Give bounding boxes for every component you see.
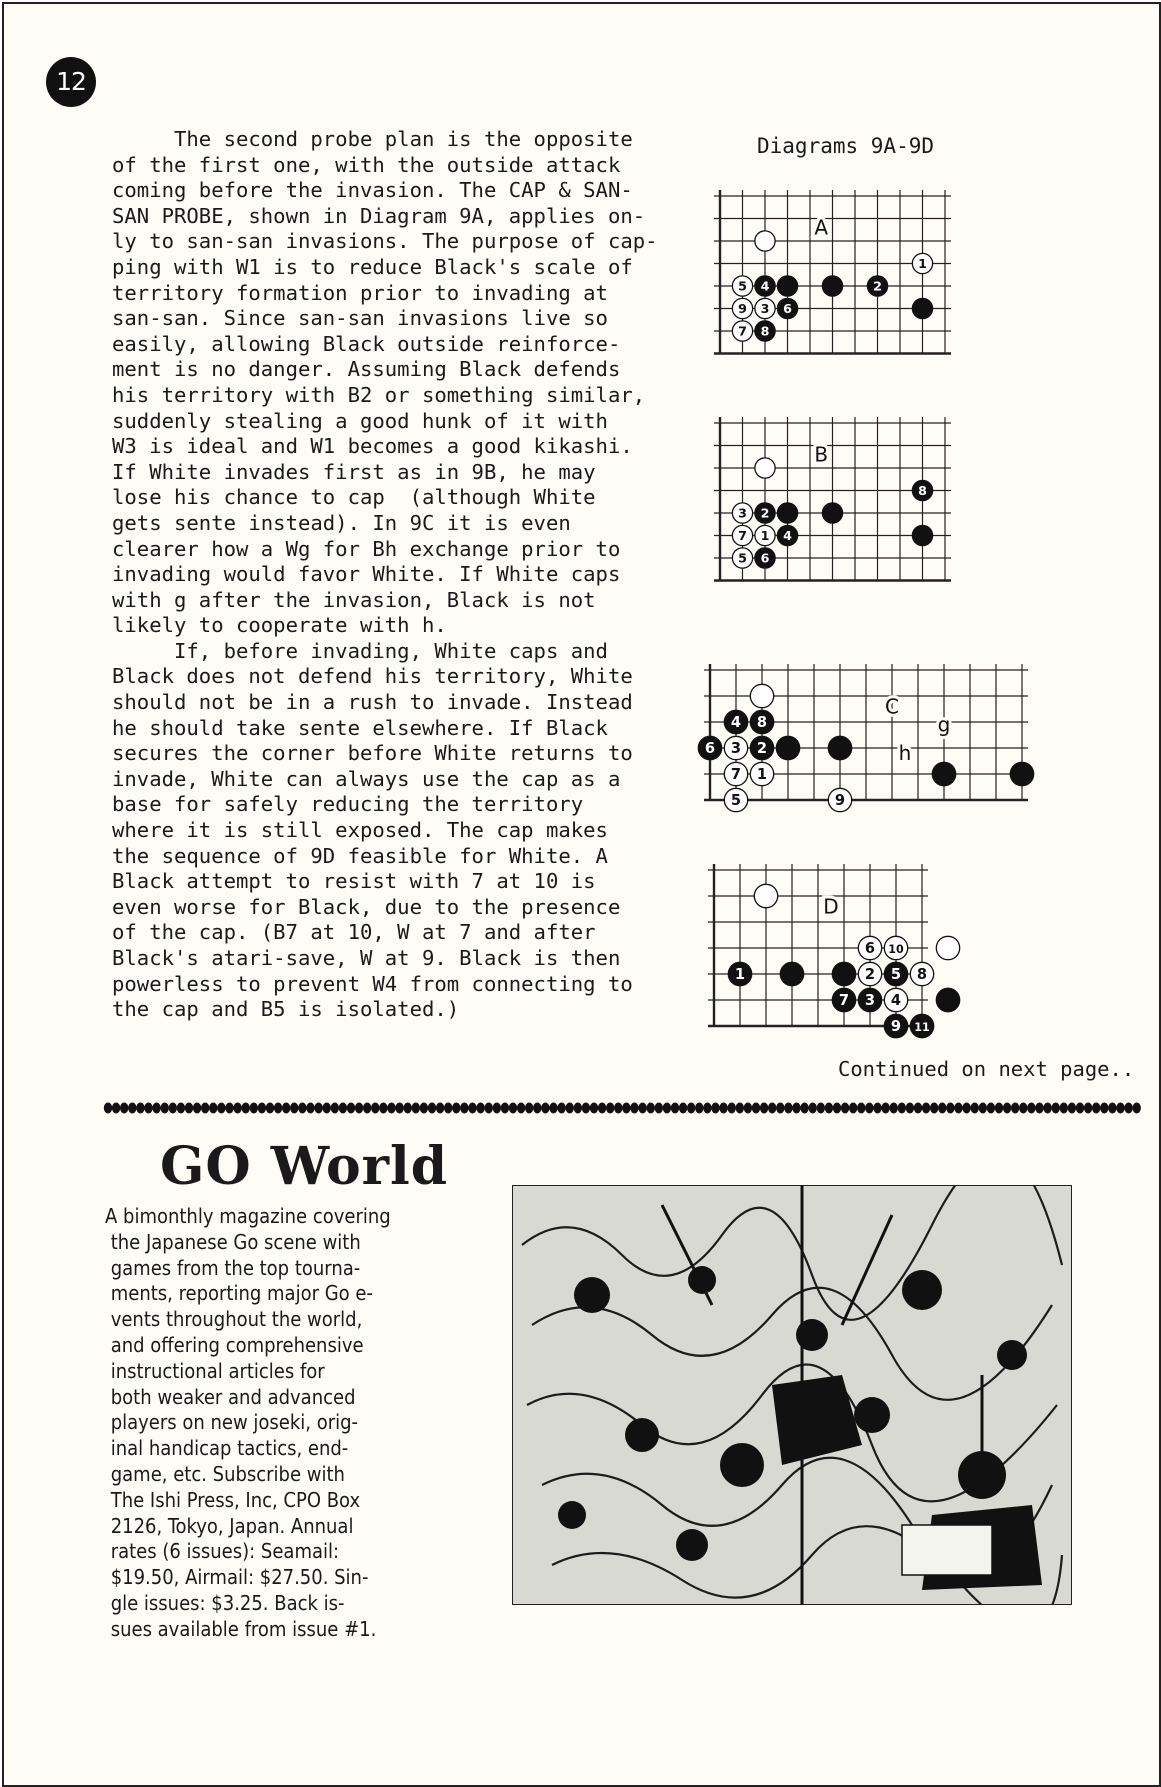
divider-dot	[201, 1103, 209, 1114]
black-stone	[822, 503, 842, 523]
ad-line: A bimonthly magazine covering	[105, 1204, 391, 1228]
divider-dot	[776, 1103, 784, 1114]
divider-dot	[1060, 1103, 1068, 1114]
move-number: 7	[838, 991, 850, 1009]
ad-line: game, etc. Subscribe with	[105, 1461, 345, 1486]
article-line: san-san. Since san-san invasions live so	[112, 306, 608, 331]
article-line: Black does not defend his territory, White	[112, 664, 633, 689]
divider-dot	[768, 1103, 776, 1114]
divider-dot	[954, 1103, 962, 1114]
move-number: 6	[704, 739, 716, 757]
move-number: 1	[756, 765, 768, 783]
move-number: 3	[864, 991, 876, 1009]
divider-dot	[695, 1103, 703, 1114]
article-line: If White invades first as in 9B, he may	[112, 459, 596, 484]
divider-dot	[881, 1103, 889, 1114]
black-stone	[777, 276, 797, 296]
move-number: 2	[873, 278, 882, 294]
divider-dot	[1019, 1103, 1027, 1114]
article-line: likely to cooperate with h.	[112, 613, 447, 638]
ad-line: the Japanese Go scene with	[105, 1229, 361, 1254]
article-line: territory formation prior to invading at	[112, 280, 608, 305]
move-number: 7	[730, 765, 742, 783]
black-stone	[936, 988, 959, 1011]
move-number: 3	[760, 300, 770, 316]
divider-dot	[752, 1103, 760, 1114]
divider-dot	[225, 1103, 233, 1114]
board-letter: g	[937, 712, 951, 737]
divider-dot	[136, 1103, 144, 1114]
ad-line: vents throughout the world,	[105, 1307, 363, 1332]
divider-dot	[962, 1103, 970, 1114]
divider-dot	[485, 1103, 493, 1114]
move-number: 8	[916, 965, 928, 983]
move-number: 10	[888, 942, 904, 956]
move-number: 7	[738, 527, 747, 543]
divider-dot	[250, 1103, 258, 1114]
black-stone	[777, 503, 797, 523]
black-stone	[832, 962, 855, 985]
move-number: 5	[890, 965, 902, 983]
move-number: 4	[890, 991, 902, 1009]
move-number: 8	[760, 323, 770, 339]
divider-dot	[857, 1103, 865, 1114]
article-line: ly to san-san invasions. The purpose of cap-	[112, 229, 658, 254]
article-line: ping with W1 is to reduce Black's scale of	[112, 254, 633, 279]
move-number: 9	[890, 1017, 902, 1035]
move-number: 4	[730, 713, 742, 731]
divider-dot	[1133, 1103, 1141, 1114]
divider-dot	[525, 1103, 533, 1114]
article-line: easily, allowing Black outside reinforce-	[112, 331, 621, 356]
move-number: 1	[760, 527, 770, 543]
move-number: 7	[738, 323, 747, 339]
divider-dot	[906, 1103, 914, 1114]
divider-dot	[282, 1103, 290, 1114]
divider-dot	[185, 1103, 193, 1114]
divider-dot	[144, 1103, 152, 1114]
divider-dot	[817, 1103, 825, 1114]
article-line: ment is no danger. Assuming Black defends	[112, 357, 621, 382]
divider-dot	[1027, 1103, 1035, 1114]
black-stone	[912, 525, 932, 545]
divider-dot	[711, 1103, 719, 1114]
divider-dot	[209, 1103, 217, 1114]
divider-dot	[841, 1103, 849, 1114]
divider-dot	[914, 1103, 922, 1114]
article-line: The second probe plan is the opposite	[112, 127, 633, 151]
ad-line: rates (6 issues): Seamail:	[105, 1539, 340, 1564]
divider-dot	[1076, 1103, 1084, 1114]
article-line: invade, White can always use the cap as a	[112, 766, 621, 791]
divider-dot	[120, 1103, 128, 1114]
article-line: with g after the invasion, Black is not	[112, 587, 596, 612]
ad-line: and offering comprehensive	[105, 1332, 364, 1357]
divider-dot	[549, 1103, 557, 1114]
divider-dot	[112, 1103, 120, 1114]
divider-dot	[493, 1103, 501, 1114]
board-letter: A	[814, 215, 829, 240]
move-number: 6	[864, 939, 876, 957]
divider-dot	[339, 1103, 347, 1114]
diagram-9b	[712, 415, 1012, 605]
divider-dot	[412, 1103, 420, 1114]
article-line: gets sente instead). In 9C it is even	[112, 510, 571, 535]
divider-dot	[217, 1103, 225, 1114]
article-line: the cap and B5 is isolated.)	[112, 997, 460, 1022]
divider-dot	[258, 1103, 266, 1114]
divider-dot	[566, 1103, 574, 1114]
divider-dot	[1092, 1103, 1100, 1114]
dotted-divider	[102, 1101, 1142, 1115]
move-number: 11	[914, 1020, 930, 1034]
divider-dot	[233, 1103, 241, 1114]
divider-dot	[177, 1103, 185, 1114]
ad-line: games from the top tourna-	[105, 1255, 361, 1280]
divider-dot	[946, 1103, 954, 1114]
move-number: 2	[756, 739, 768, 757]
divider-dot	[622, 1103, 630, 1114]
divider-dot	[387, 1103, 395, 1114]
ad-line: players on new joseki, orig-	[105, 1410, 359, 1435]
divider-dot	[606, 1103, 614, 1114]
divider-dot	[428, 1103, 436, 1114]
divider-dot	[663, 1103, 671, 1114]
divider-dot	[128, 1103, 136, 1114]
divider-dot	[1052, 1103, 1060, 1114]
divider-dot	[193, 1103, 201, 1114]
divider-dot	[898, 1103, 906, 1114]
article-line: base for safely reducing the territory	[112, 792, 584, 817]
move-number: 1	[918, 255, 927, 271]
article-text	[112, 127, 692, 1023]
black-stone	[1010, 762, 1033, 785]
divider-dot	[1124, 1103, 1132, 1114]
white-stone	[754, 884, 777, 907]
divider-dot	[760, 1103, 768, 1114]
divider-dot	[444, 1103, 452, 1114]
divider-dot	[306, 1103, 314, 1114]
white-stone	[750, 684, 773, 707]
divider-dot	[355, 1103, 363, 1114]
article-line: should not be in a rush to invade. Instead	[112, 690, 633, 715]
divider-dot	[161, 1103, 169, 1114]
divider-dot	[849, 1103, 857, 1114]
divider-dot	[792, 1103, 800, 1114]
white-stone	[755, 458, 775, 478]
board-letter: D	[823, 894, 839, 919]
move-number: 4	[760, 278, 770, 294]
divider-dot	[104, 1103, 112, 1114]
divider-dot	[460, 1103, 468, 1114]
white-stone	[755, 231, 775, 251]
divider-dot	[979, 1103, 987, 1114]
divider-dot	[266, 1103, 274, 1114]
move-number: 4	[783, 527, 792, 543]
divider-dot	[501, 1103, 509, 1114]
divider-dot	[557, 1103, 565, 1114]
black-stone	[932, 762, 955, 785]
move-number: 5	[738, 278, 747, 294]
divider-dot	[1084, 1103, 1092, 1114]
diagram-9c	[692, 660, 1062, 830]
article-line: where it is still exposed. The cap makes	[112, 818, 608, 843]
black-stone	[776, 736, 799, 759]
divider-dot	[582, 1103, 590, 1114]
ad-line: instructional articles for	[105, 1358, 325, 1383]
divider-dot	[744, 1103, 752, 1114]
ad-line: 2126, Tokyo, Japan. Annual	[105, 1513, 354, 1538]
divider-dot	[590, 1103, 598, 1114]
divider-dot	[638, 1103, 646, 1114]
ad-line: inal handicap tactics, end-	[105, 1436, 349, 1461]
divider-dot	[436, 1103, 444, 1114]
ad-line: sues available from issue #1.	[105, 1616, 377, 1641]
divider-dot	[630, 1103, 638, 1114]
divider-dot	[679, 1103, 687, 1114]
move-number: 6	[783, 300, 792, 316]
divider-dot	[468, 1103, 476, 1114]
ad-line: both weaker and advanced	[105, 1384, 356, 1409]
divider-dot	[404, 1103, 412, 1114]
divider-dot	[971, 1103, 979, 1114]
move-number: 2	[760, 505, 770, 521]
divider-dot	[533, 1103, 541, 1114]
article-line: clearer how a Wg for Bh exchange prior to	[112, 536, 621, 561]
move-number: 3	[738, 505, 747, 521]
divider-dot	[1035, 1103, 1043, 1114]
divider-dot	[655, 1103, 663, 1114]
article-line: coming before the invasion. The CAP & SAN-	[112, 178, 633, 203]
divider-dot	[719, 1103, 727, 1114]
divider-dot	[242, 1103, 250, 1114]
divider-dot	[290, 1103, 298, 1114]
divider-dot	[890, 1103, 898, 1114]
divider-dot	[800, 1103, 808, 1114]
divider-dot	[395, 1103, 403, 1114]
article-line: suddenly stealing a good hunk of it with	[112, 408, 608, 433]
divider-dot	[152, 1103, 160, 1114]
ad-line: ments, reporting major Go e-	[105, 1281, 373, 1306]
move-number: 9	[834, 791, 846, 809]
move-number: 3	[730, 739, 742, 757]
article-line: SAN PROBE, shown in Diagram 9A, applies on-	[112, 203, 646, 228]
divider-dot	[420, 1103, 428, 1114]
divider-dot	[574, 1103, 582, 1114]
move-number: 1	[734, 965, 746, 983]
divider-dot	[541, 1103, 549, 1114]
article-line: his territory with B2 or something similar,	[112, 382, 646, 407]
article-line: secures the corner before White returns to	[112, 741, 633, 766]
article-line: Black attempt to resist with 7 at 10 is	[112, 869, 596, 894]
divider-dot	[833, 1103, 841, 1114]
ad-line: gle issues: $3.25. Back is-	[105, 1590, 345, 1615]
ad-title: GO World	[160, 1136, 449, 1197]
ad-text	[105, 1204, 485, 1643]
article-line: lose his chance to cap (although White	[112, 485, 596, 510]
divider-dot	[825, 1103, 833, 1114]
divider-dot	[728, 1103, 736, 1114]
move-number: 2	[864, 965, 876, 983]
divider-dot	[314, 1103, 322, 1114]
move-number: 5	[730, 791, 742, 809]
divider-dot	[371, 1103, 379, 1114]
article-line: powerless to prevent W4 from connecting to	[112, 971, 633, 996]
divider-dot	[873, 1103, 881, 1114]
article-line: the sequence of 9D feasible for White. A	[112, 843, 608, 868]
article-line: he should take sente elsewhere. If Black	[112, 715, 608, 740]
move-number: 5	[738, 550, 747, 566]
divider-dot	[298, 1103, 306, 1114]
divider-dot	[930, 1103, 938, 1114]
black-stone	[828, 736, 851, 759]
woodblock-print-image	[512, 1185, 1072, 1605]
divider-dot	[1108, 1103, 1116, 1114]
divider-dot	[614, 1103, 622, 1114]
divider-dot	[671, 1103, 679, 1114]
divider-dot	[922, 1103, 930, 1114]
divider-dot	[323, 1103, 331, 1114]
diagram-9d	[706, 862, 986, 1042]
divider-dot	[938, 1103, 946, 1114]
ad-line: $19.50, Airmail: $27.50. Sin-	[105, 1565, 369, 1590]
black-stone	[822, 276, 842, 296]
divider-dot	[452, 1103, 460, 1114]
divider-dot	[1003, 1103, 1011, 1114]
board-letter: B	[814, 442, 829, 467]
divider-dot	[274, 1103, 282, 1114]
article-line: of the first one, with the outside attack	[112, 152, 621, 177]
divider-dot	[1068, 1103, 1076, 1114]
divider-dot	[1011, 1103, 1019, 1114]
divider-dot	[1100, 1103, 1108, 1114]
move-number: 8	[918, 482, 927, 498]
divider-dot	[363, 1103, 371, 1114]
divider-dot	[1043, 1103, 1051, 1114]
divider-dot	[703, 1103, 711, 1114]
article-line: even worse for Black, due to the presence	[112, 894, 621, 919]
divider-dot	[809, 1103, 817, 1114]
divider-dot	[517, 1103, 525, 1114]
divider-dot	[995, 1103, 1003, 1114]
divider-dot	[347, 1103, 355, 1114]
black-stone	[912, 298, 932, 318]
page-number-badge: 12	[46, 57, 96, 107]
divider-dot	[509, 1103, 517, 1114]
divider-dot	[647, 1103, 655, 1114]
article-line: If, before invading, White caps and	[112, 638, 608, 663]
divider-dot	[379, 1103, 387, 1114]
divider-dot	[987, 1103, 995, 1114]
move-number: 8	[756, 713, 768, 731]
divider-dot	[598, 1103, 606, 1114]
diagrams-title: Diagrams 9A-9D	[757, 134, 935, 158]
continued-note: Continued on next page..	[838, 1057, 1135, 1081]
divider-dot	[865, 1103, 873, 1114]
divider-dot	[736, 1103, 744, 1114]
article-line: of the cap. (B7 at 10, W at 7 and after	[112, 920, 596, 945]
white-stone	[936, 936, 959, 959]
black-stone	[780, 962, 803, 985]
article-line: Black's atari-save, W at 9. Black is then	[112, 946, 621, 970]
divider-dot	[169, 1103, 177, 1114]
move-number: 6	[760, 550, 770, 566]
board-letter: C	[885, 694, 899, 719]
article-line: invading would favor White. If White caps	[112, 562, 621, 587]
divider-dot	[476, 1103, 484, 1114]
divider-dot	[331, 1103, 339, 1114]
divider-dot	[1116, 1103, 1124, 1114]
move-number: 9	[738, 300, 747, 316]
divider-dot	[784, 1103, 792, 1114]
divider-dot	[687, 1103, 695, 1114]
ad-line: The Ishi Press, Inc, CPO Box	[105, 1487, 361, 1512]
article-line: W3 is ideal and W1 becomes a good kikashi.	[112, 434, 633, 459]
board-letter: h	[898, 741, 912, 766]
diagram-9a	[712, 188, 1012, 378]
